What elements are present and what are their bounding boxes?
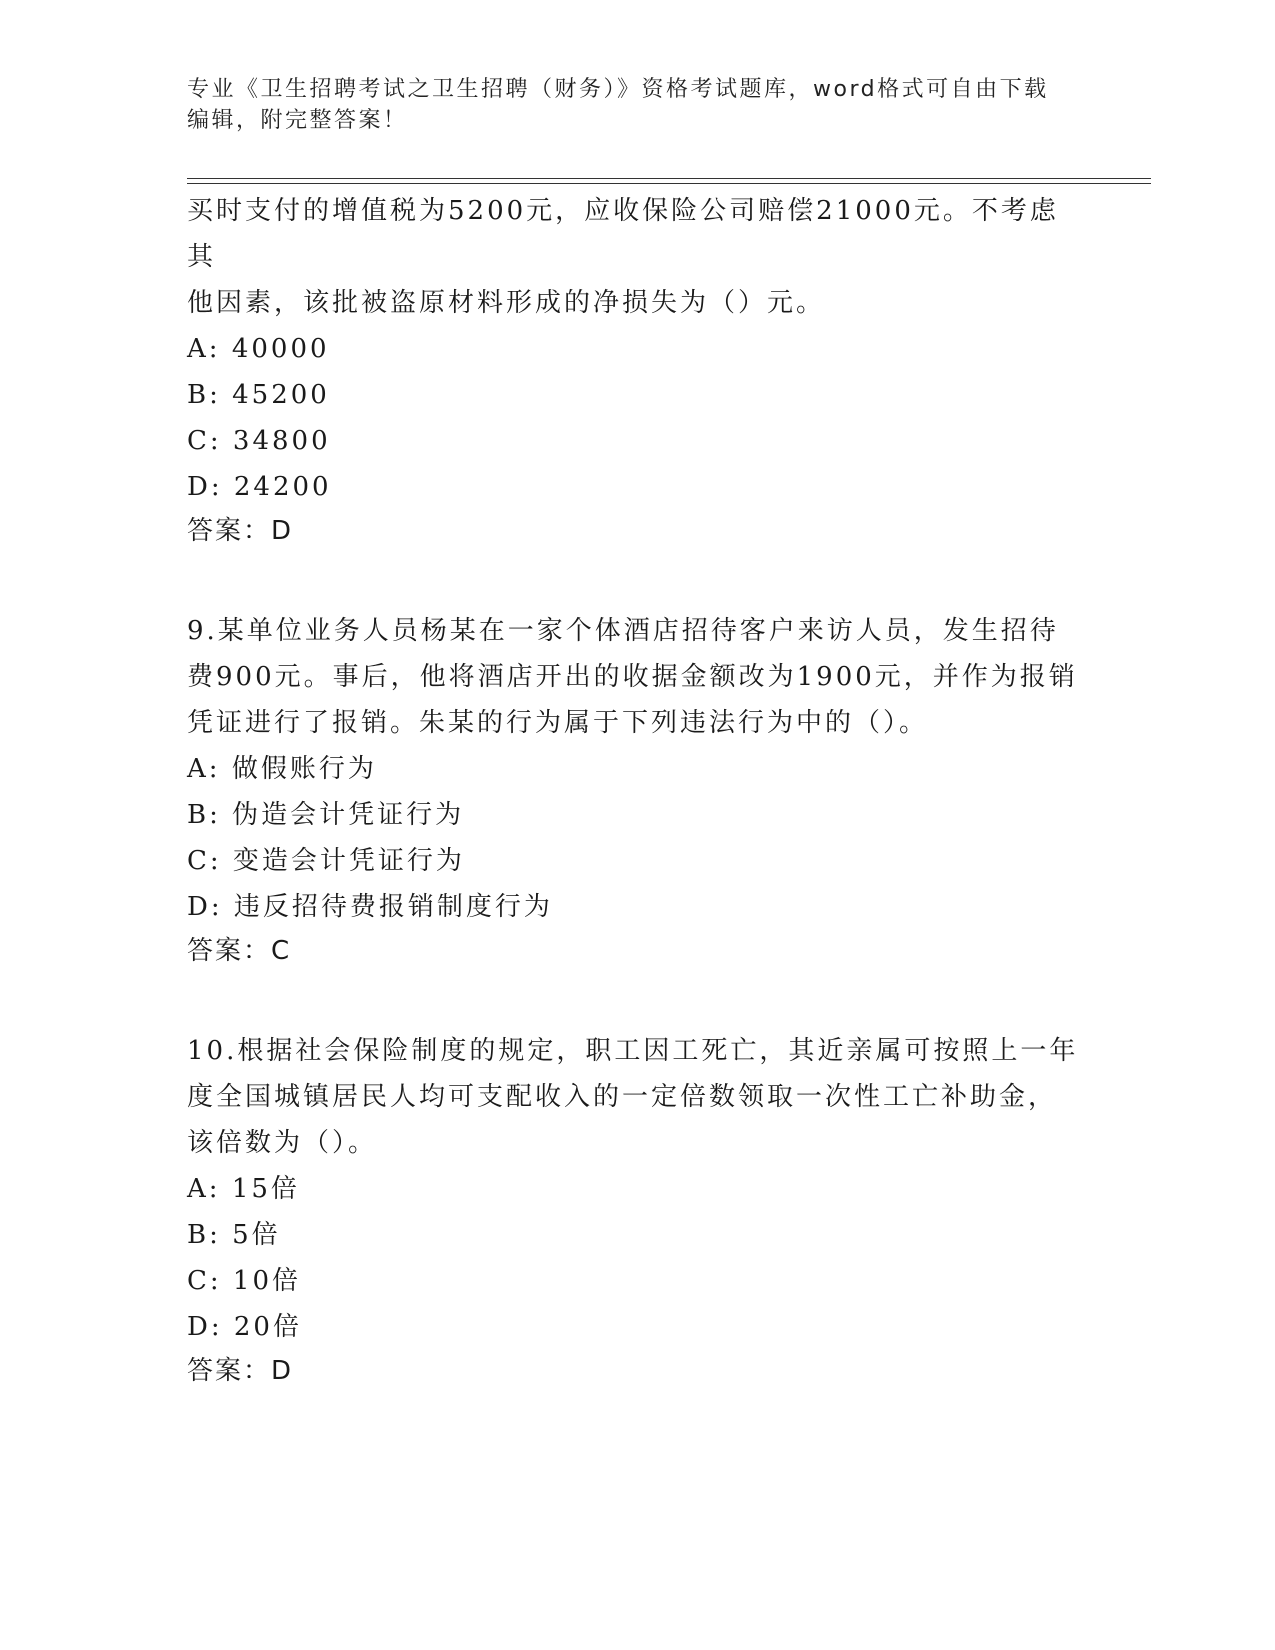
option-label: B:: [187, 1220, 221, 1250]
option-label: D:: [187, 1312, 223, 1342]
option-label: A:: [187, 1174, 221, 1204]
option-text: 做假账行为: [231, 754, 377, 784]
option-c: [187, 838, 1087, 884]
question-text-line: 度全国城镇居民人均可支配收入的一定倍数领取一次性工亡补助金，: [187, 1082, 1058, 1112]
option-label: C:: [187, 426, 222, 456]
option-label: A:: [187, 334, 221, 364]
question-text-line: 买时支付的增值税为5200元，应收保险公司赔偿21000元。不考虑其: [187, 196, 1059, 272]
option-text: 45200: [232, 380, 330, 410]
option-text: 违反招待费报销制度行为: [233, 892, 553, 922]
option-label: A:: [187, 754, 221, 784]
option-label: D:: [187, 472, 223, 502]
question-text-line: 9.某单位业务人员杨某在一家个体酒店招待客户来访人员，发生招待: [187, 616, 1059, 646]
option-text: 变造会计凭证行为: [232, 846, 465, 876]
option-b: [187, 372, 1087, 418]
option-a: [187, 326, 1087, 372]
option-b: [187, 1212, 1087, 1258]
question-text-line: 他因素，该批被盗原材料形成的净损失为（）元。: [187, 288, 826, 318]
option-d: [187, 1304, 1087, 1350]
option-c: [187, 418, 1087, 464]
header-line-1: 专业《卫生招聘考试之卫生招聘（财务）》资格考试题库，word格式可自由下载: [187, 77, 1049, 102]
answer-line: 答案：D: [187, 516, 294, 546]
option-label: B:: [187, 380, 221, 410]
question-9: [187, 608, 1087, 972]
question-text-line: 凭证进行了报销。朱某的行为属于下列违法行为中的（）。: [187, 708, 929, 738]
option-text: 15倍: [231, 1174, 300, 1204]
answer-line: 答案：D: [187, 1356, 294, 1386]
option-label: D:: [187, 892, 223, 922]
option-text: 10倍: [232, 1266, 302, 1296]
option-d: [187, 464, 1087, 510]
question-text-line: 费900元。事后，他将酒店开出的收据金额改为1900元，并作为报销: [187, 662, 1078, 692]
option-b: [187, 792, 1087, 838]
question-text-line: 该倍数为（）。: [187, 1128, 378, 1158]
option-text: 20倍: [233, 1312, 302, 1342]
option-d: [187, 884, 1087, 930]
continued-question: [187, 188, 1087, 552]
option-text: 伪造会计凭证行为: [232, 800, 465, 830]
option-text: 40000: [231, 334, 330, 364]
header-divider-top: [187, 178, 1151, 179]
option-text: 34800: [232, 426, 331, 456]
option-a: [187, 1166, 1087, 1212]
option-text: 5倍: [232, 1220, 281, 1250]
option-label: C:: [187, 1266, 222, 1296]
option-a: [187, 746, 1087, 792]
question-10: [187, 1028, 1087, 1392]
question-content: [187, 188, 1087, 1392]
header-line-2: 编辑，附完整答案！: [187, 108, 408, 133]
option-label: B:: [187, 800, 221, 830]
question-text-line: 10.根据社会保险制度的规定，职工因工死亡，其近亲属可按照上一年: [187, 1036, 1079, 1066]
answer-line: 答案：C: [187, 936, 292, 966]
option-text: 24200: [233, 472, 332, 502]
option-c: [187, 1258, 1087, 1304]
option-label: C:: [187, 846, 222, 876]
header-divider-bottom: [187, 183, 1151, 184]
document-header: [187, 74, 1067, 136]
